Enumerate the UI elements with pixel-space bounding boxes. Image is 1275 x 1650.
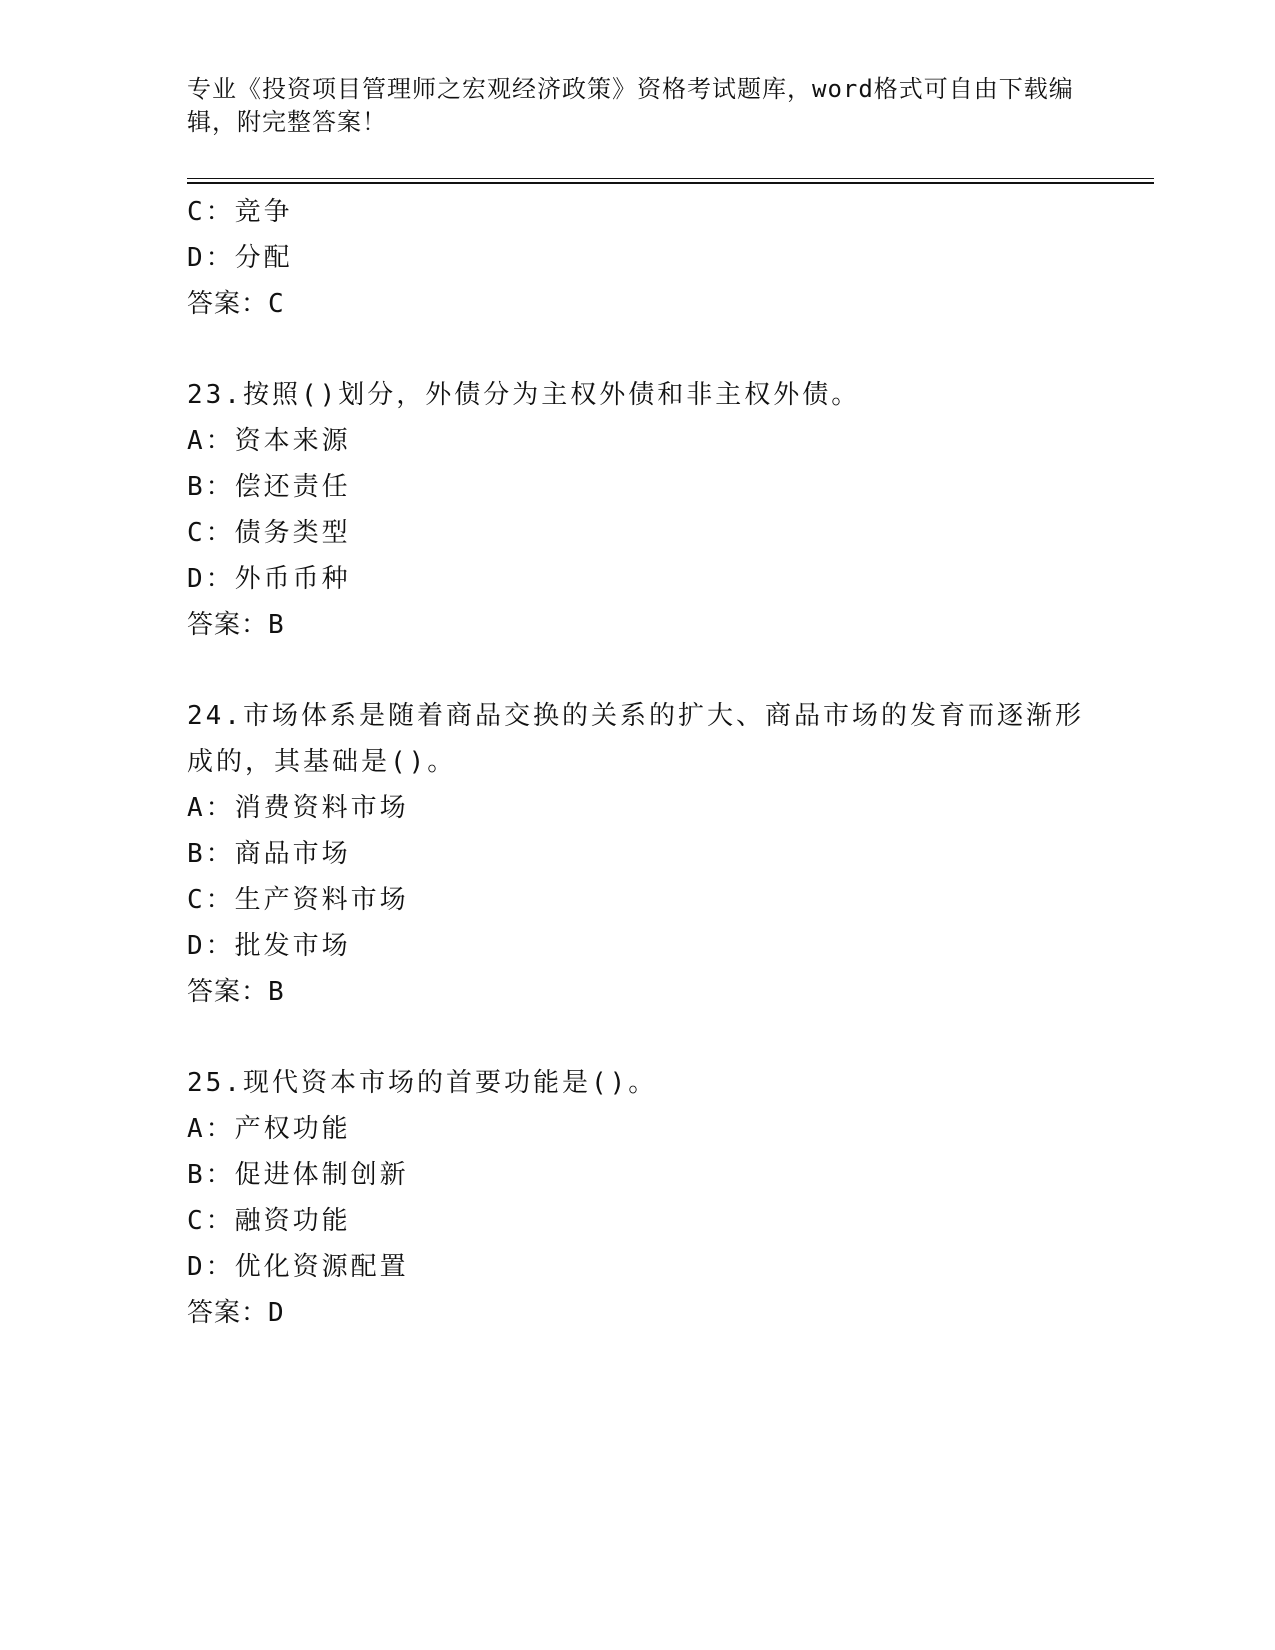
option-text: 债务类型 xyxy=(234,518,351,548)
option-key: C： xyxy=(187,885,235,915)
option-key: C： xyxy=(187,197,235,227)
option-a xyxy=(187,1106,1087,1152)
document-header xyxy=(187,73,1087,139)
option-text: 偿还责任 xyxy=(234,472,351,502)
answer-line xyxy=(187,602,1087,648)
option-text: 批发市场 xyxy=(234,931,351,961)
option-d xyxy=(187,556,1087,602)
answer-value: C xyxy=(268,289,285,319)
option-text: 产权功能 xyxy=(234,1114,351,1144)
question-gap xyxy=(187,648,1087,693)
question-stem: 25.现代资本市场的首要功能是()。 xyxy=(187,1068,658,1098)
option-key: B： xyxy=(187,472,235,502)
question-gap xyxy=(187,1015,1087,1060)
option-text: 优化资源配置 xyxy=(234,1252,409,1282)
question-stem: 23.按照()划分，外债分为主权外债和非主权外债。 xyxy=(187,380,861,410)
option-d xyxy=(187,1244,1087,1290)
option-text: 竞争 xyxy=(234,197,293,227)
answer-prefix: 答案： xyxy=(187,977,269,1007)
answer-line xyxy=(187,969,1087,1015)
option-key: B： xyxy=(187,839,235,869)
question-stem-line-1: 24.市场体系是随着商品交换的关系的扩大、商品市场的发育而逐渐形 xyxy=(187,701,1084,731)
answer-prefix: 答案： xyxy=(187,289,269,319)
question-gap xyxy=(187,327,1087,372)
option-key: A： xyxy=(187,1114,235,1144)
option-c xyxy=(187,1198,1087,1244)
question-23 xyxy=(187,372,1087,648)
option-key: C： xyxy=(187,1206,235,1236)
answer-prefix: 答案： xyxy=(187,1298,269,1328)
header-divider-thin xyxy=(187,178,1154,179)
question-stem-line-2: 成的，其基础是()。 xyxy=(187,747,457,777)
option-key: C： xyxy=(187,518,235,548)
header-line-1: 专业《投资项目管理师之宏观经济政策》资格考试题库，word格式可自由下载编 xyxy=(187,75,1074,103)
option-key: A： xyxy=(187,793,235,823)
answer-value: B xyxy=(268,977,285,1007)
option-a xyxy=(187,785,1087,831)
option-key: A： xyxy=(187,426,235,456)
option-text: 促进体制创新 xyxy=(234,1160,409,1190)
option-text: 消费资料市场 xyxy=(234,793,409,823)
answer-prefix: 答案： xyxy=(187,610,269,640)
option-c xyxy=(187,189,1087,235)
option-key: B： xyxy=(187,1160,235,1190)
option-key: D： xyxy=(187,931,235,961)
option-key: D： xyxy=(187,243,235,273)
answer-value: B xyxy=(268,610,285,640)
option-b xyxy=(187,464,1087,510)
option-b xyxy=(187,1152,1087,1198)
option-a xyxy=(187,418,1087,464)
option-key: D： xyxy=(187,1252,235,1282)
option-b xyxy=(187,831,1087,877)
option-text: 商品市场 xyxy=(234,839,351,869)
question-24 xyxy=(187,693,1087,1015)
option-c xyxy=(187,877,1087,923)
option-text: 融资功能 xyxy=(234,1206,351,1236)
option-d xyxy=(187,923,1087,969)
answer-line xyxy=(187,281,1087,327)
option-c xyxy=(187,510,1087,556)
question-25 xyxy=(187,1060,1087,1336)
option-text: 外币币种 xyxy=(234,564,351,594)
option-text: 资本来源 xyxy=(234,426,351,456)
option-d xyxy=(187,235,1087,281)
question-22-tail xyxy=(187,189,1087,327)
question-list xyxy=(187,189,1087,1336)
answer-line xyxy=(187,1290,1087,1336)
option-text: 生产资料市场 xyxy=(234,885,409,915)
option-key: D： xyxy=(187,564,235,594)
option-text: 分配 xyxy=(234,243,293,273)
answer-value: D xyxy=(268,1298,285,1328)
header-divider-thick xyxy=(187,182,1154,184)
header-line-2: 辑，附完整答案！ xyxy=(187,108,387,136)
